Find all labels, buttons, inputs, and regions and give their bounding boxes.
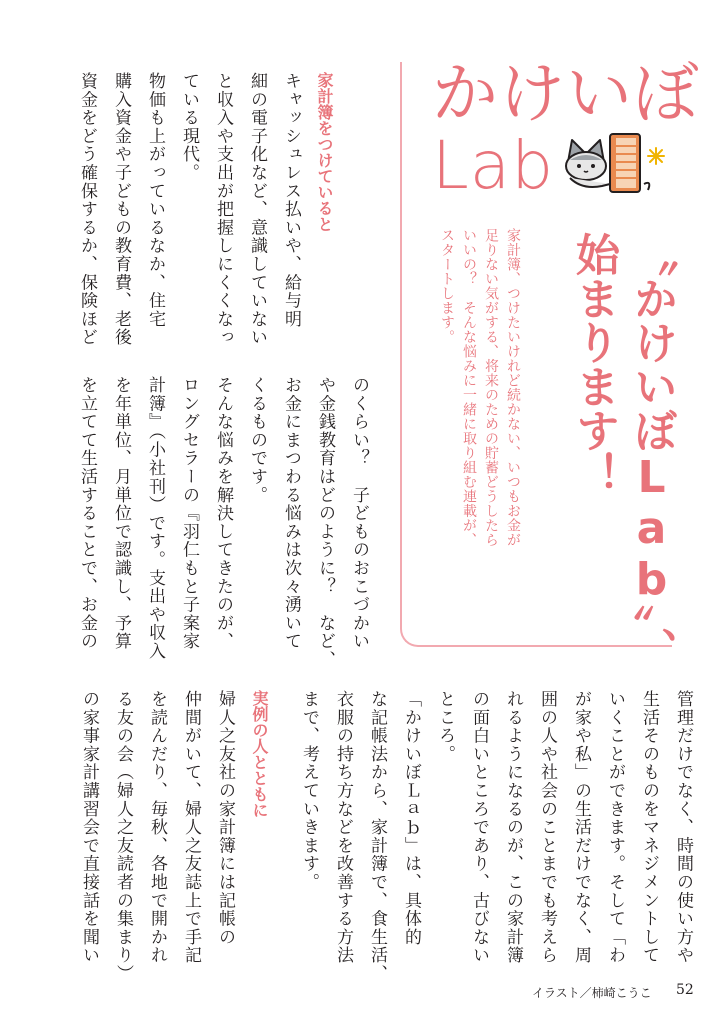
illustration-credit: イラスト／柿崎こうこ: [532, 986, 652, 1000]
headline-line2: 始まります！: [568, 232, 619, 496]
body-line: 婦人之友社の家計簿には記帳の: [215, 690, 235, 947]
section2-heading: 実例の人とともに: [250, 690, 269, 818]
section1-body: [70, 72, 308, 347]
body-line: の面白いところであり、古びない: [469, 690, 489, 965]
body-line: のくらい？ 子どものおこづかい: [349, 376, 369, 651]
body-line: ロングセラーの『羽仁もと子案家: [179, 376, 199, 651]
body-line: 購入資金や子どもの教育費、老後: [111, 72, 131, 347]
body-line: を立てて生活することで、お金の: [77, 376, 97, 651]
sparkle-icon: [646, 146, 666, 166]
body-line: 仲間がいて、婦人之友誌上で手記: [181, 690, 201, 965]
lead-line: 家計簿、つけたいけれど続かない、いつもお金が: [505, 228, 521, 547]
body-line: な記帳法から、家計簿で、食生活、: [367, 690, 387, 983]
logo-line1: かけいぼ: [432, 55, 700, 132]
body-line: の家事家計講習会で直接話を聞い: [79, 690, 99, 965]
lead-line: スタートします。: [439, 228, 455, 344]
body-line: くるものです。: [247, 376, 267, 505]
body-line: 囲の人や社会のことまでも考えら: [537, 690, 557, 965]
body-line: と収入や支出が把握しにくくなっ: [213, 72, 233, 347]
body-line: 衣服の持ち方などを改善する方法: [333, 690, 353, 965]
body-line: いくことができます。そして「わ: [605, 690, 625, 965]
cat-with-notebook-icon: [560, 128, 656, 200]
headline-line1: 〝かけいぼLab〟、: [626, 232, 677, 671]
section2-body: [70, 690, 242, 983]
section1-heading: 家計簿をつけていると: [315, 72, 334, 232]
body-line: 資金をどう確保するか、保険ほど: [77, 72, 97, 347]
body-line: や金銭教育はどのように？ など、: [315, 376, 335, 669]
lead-line: 足りない気がする、将来のための貯蓄どうしたら: [483, 228, 499, 547]
body-line: 細の電子化など、意識していない: [247, 72, 267, 347]
body-line: を年単位、月単位で認識し、予算: [111, 376, 131, 651]
body-line: 「かけいぼＬａｂ」は、具体的: [401, 690, 421, 947]
body-line: 生活そのものをマネジメントして: [639, 690, 659, 965]
body-line: が家や私」の生活だけでなく、周: [571, 690, 591, 965]
body-line: 物価も上がっているなか、住宅: [145, 72, 165, 329]
body-line: る友の会（婦人之友読者の集まり）: [113, 690, 133, 983]
body-line: ところ。: [435, 690, 455, 764]
body-line: キャッシュレス払いや、給与明: [281, 72, 301, 329]
body-line: そんな悩みを解決してきたのが、: [213, 376, 233, 651]
body-line: 計簿』（小社刊）です。支出や収入: [145, 376, 165, 661]
headline: [564, 232, 680, 671]
logo-line2: Lab: [432, 127, 555, 204]
bottom-right-body: [292, 690, 700, 983]
page-number: 52: [676, 982, 694, 998]
lead-line: いいの？ そんな悩みに一緒に取り組む連載が、: [461, 228, 477, 547]
lead-text: [436, 228, 524, 547]
body-line: ている現代。: [179, 72, 199, 182]
body-line: れるようになるのが、この家計簿: [503, 690, 523, 965]
middle-body: [70, 376, 376, 669]
body-line: を読んだり、毎秋、各地で開かれ: [147, 690, 167, 965]
body-line: 管理だけでなく、時間の使い方や: [673, 690, 693, 965]
body-line: まで、考えていきます。: [299, 690, 319, 892]
body-line: お金にまつわる悩みは次々湧いて: [281, 376, 301, 651]
